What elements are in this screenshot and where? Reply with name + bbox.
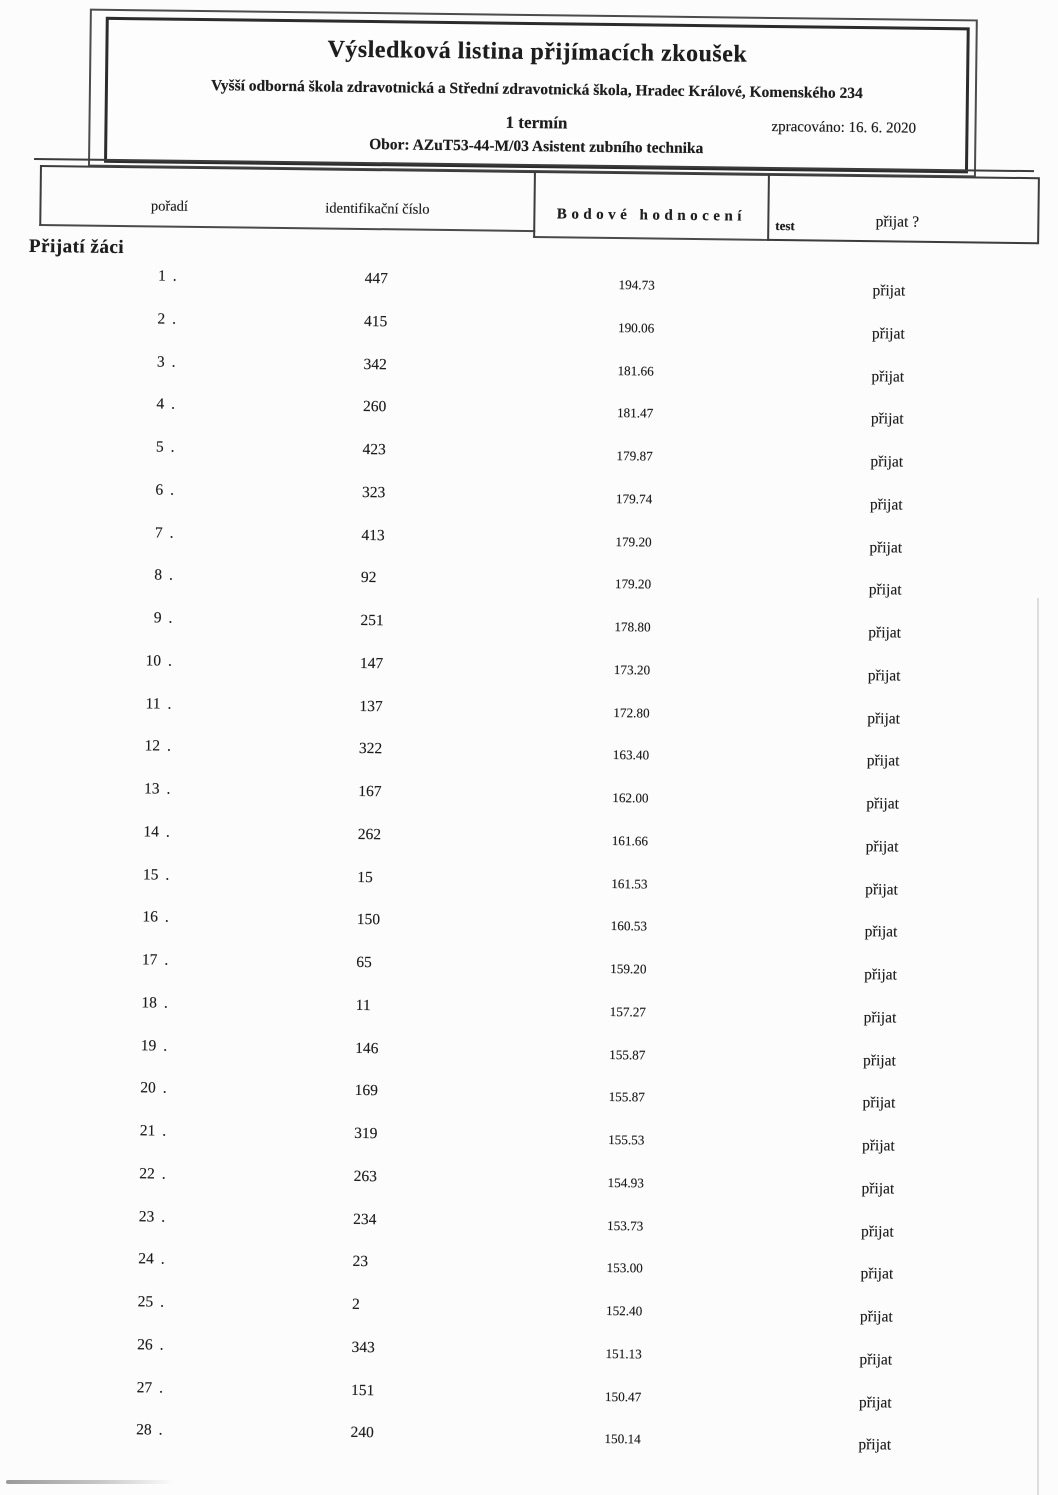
admitted-cell: přijat <box>868 581 902 599</box>
admitted-cell: přijat <box>858 1393 892 1412</box>
id-cell: 263 <box>353 1167 378 1185</box>
score-cell: 152.40 <box>605 1303 643 1319</box>
admitted-cell: přijat <box>859 1350 893 1369</box>
rank-value: 6 <box>155 481 164 499</box>
admitted-cell: přijat <box>860 1222 894 1241</box>
id-cell: 92 <box>360 569 377 587</box>
id-cell: 343 <box>351 1338 375 1356</box>
score-cell: 179.20 <box>614 576 652 592</box>
results-rows <box>0 264 1055 1474</box>
rank-dot: . <box>170 481 175 499</box>
rank-cell <box>0 264 177 286</box>
id-cell: 415 <box>363 312 388 331</box>
score-cell: 157.27 <box>609 1003 647 1020</box>
rank-dot: . <box>167 652 173 670</box>
admitted-cell: přijat <box>870 410 904 428</box>
rank-value: 13 <box>143 780 160 798</box>
admitted-cell: přijat <box>869 538 903 557</box>
rank-cell <box>0 777 170 799</box>
id-cell: 323 <box>361 483 386 502</box>
id-cell: 319 <box>354 1124 378 1143</box>
rank-value: 2 <box>157 310 166 328</box>
rank-value: 25 <box>137 1293 154 1311</box>
rank-value: 26 <box>137 1336 153 1354</box>
id-cell: 147 <box>359 654 384 672</box>
id-cell: 137 <box>359 697 383 715</box>
exam-term-label: 1 termín <box>505 112 568 133</box>
rank-cell <box>0 1290 164 1312</box>
admitted-cell: přijat <box>870 453 904 471</box>
rank-cell <box>0 1419 163 1441</box>
admitted-cell: přijat <box>867 666 901 685</box>
score-cell: 153.00 <box>606 1260 643 1276</box>
admitted-cell: přijat <box>865 880 899 899</box>
score-cell: 155.53 <box>608 1132 645 1148</box>
rank-value: 11 <box>145 694 161 713</box>
admitted-cell: přijat <box>860 1265 894 1283</box>
rank-cell <box>0 735 171 757</box>
id-cell: 15 <box>357 868 373 886</box>
column-header-test: test <box>775 218 795 234</box>
document-title: Výsledková listina přijímacích zkoušek <box>327 36 748 68</box>
rank-value: 8 <box>154 566 163 584</box>
rank-cell <box>0 564 173 586</box>
rank-value: 7 <box>154 523 163 542</box>
rank-dot: . <box>162 1122 167 1140</box>
rank-value: 4 <box>156 395 165 413</box>
rank-dot: . <box>165 823 170 841</box>
table-header-cell-admitted <box>767 174 1040 244</box>
rank-cell <box>0 863 169 885</box>
score-cell: 178.80 <box>614 619 651 635</box>
rank-cell <box>0 948 168 970</box>
rank-value: 18 <box>141 994 157 1012</box>
rank-cell <box>0 1333 164 1355</box>
rank-cell <box>0 692 172 714</box>
id-cell: 167 <box>358 782 382 801</box>
score-cell: 172.80 <box>613 704 650 721</box>
rank-value: 9 <box>153 609 162 627</box>
id-cell: 262 <box>357 825 382 843</box>
admitted-students-section-label: Přijatí žáci <box>28 235 125 259</box>
admitted-cell: přijat <box>866 752 900 770</box>
admitted-cell: přijat <box>865 837 899 856</box>
scan-bottom-smudge <box>6 1480 174 1484</box>
score-cell: 150.14 <box>604 1431 641 1447</box>
score-cell: 161.53 <box>611 875 648 891</box>
column-header-id: identifikační číslo <box>325 200 430 218</box>
rank-dot: . <box>169 566 174 584</box>
admitted-cell: přijat <box>871 324 905 343</box>
column-header-admitted: přijat ? <box>875 213 920 231</box>
rank-cell <box>0 1248 165 1270</box>
rank-value: 24 <box>138 1250 154 1268</box>
rank-value: 17 <box>141 951 158 969</box>
document-header-box <box>104 17 970 174</box>
rank-cell <box>0 991 168 1013</box>
id-cell: 413 <box>361 526 385 544</box>
admitted-cell: přijat <box>864 923 898 941</box>
id-cell: 150 <box>356 911 381 929</box>
rank-dot: . <box>166 780 171 798</box>
rank-dot: . <box>159 1379 164 1397</box>
score-cell: 173.20 <box>613 661 651 678</box>
rank-value: 23 <box>138 1207 155 1225</box>
admitted-cell: přijat <box>872 282 906 300</box>
rank-cell <box>0 606 173 628</box>
rank-dot: . <box>170 438 175 456</box>
rank-value: 3 <box>156 352 165 371</box>
rank-value: 5 <box>155 438 164 456</box>
rank-cell <box>0 1119 166 1141</box>
id-cell: 23 <box>352 1253 369 1271</box>
column-header-score: Bodové hodnocení <box>556 206 747 225</box>
admitted-cell: přijat <box>869 495 903 514</box>
rank-dot: . <box>161 1208 166 1226</box>
score-cell: 179.20 <box>615 533 652 550</box>
score-cell: 190.06 <box>617 319 655 336</box>
rank-value: 21 <box>139 1122 156 1140</box>
score-cell: 194.73 <box>618 277 655 293</box>
rank-dot: . <box>164 908 169 926</box>
score-cell: 150.47 <box>604 1388 642 1404</box>
score-cell: 151.13 <box>605 1345 642 1362</box>
table-header-cell-left <box>39 165 536 232</box>
rank-cell <box>0 1034 167 1056</box>
admitted-cell: přijat <box>858 1436 892 1454</box>
admitted-cell: přijat <box>859 1308 893 1326</box>
rank-value: 16 <box>142 908 159 926</box>
score-cell: 160.53 <box>610 918 648 934</box>
id-cell: 11 <box>355 996 371 1014</box>
id-cell: 146 <box>355 1039 379 1057</box>
admitted-cell: přijat <box>862 1094 896 1112</box>
admitted-cell: přijat <box>863 1051 896 1070</box>
id-cell: 322 <box>358 740 383 758</box>
rank-value: 10 <box>145 652 162 670</box>
score-cell: 159.20 <box>610 961 647 977</box>
id-cell: 447 <box>364 269 388 288</box>
id-cell: 2 <box>351 1295 360 1314</box>
score-cell: 162.00 <box>612 790 649 806</box>
rank-dot: . <box>160 1293 165 1311</box>
rank-dot: . <box>171 353 176 371</box>
score-cell: 161.66 <box>611 832 649 849</box>
id-cell: 234 <box>353 1210 377 1228</box>
rank-cell <box>0 307 176 329</box>
rank-cell <box>0 1162 166 1184</box>
rank-dot: . <box>166 737 171 755</box>
school-name-line: Vyšší odborná škola zdravotnická a Střední zdravotnická škola, Hradec Králové, Komenského 234 <box>210 77 863 103</box>
rank-dot: . <box>158 1421 163 1439</box>
study-program-label: Obor: AZuT53-44-M/03 Asistent zubního technika <box>369 136 704 158</box>
rank-value: 19 <box>140 1036 157 1054</box>
admitted-cell: přijat <box>868 624 902 642</box>
admitted-cell: přijat <box>863 1008 897 1027</box>
column-header-rank: pořadí <box>150 198 189 215</box>
rank-cell <box>0 478 174 500</box>
rank-value: 12 <box>144 737 161 755</box>
rank-dot: . <box>169 524 174 542</box>
rank-dot: . <box>168 609 173 627</box>
score-cell: 179.87 <box>616 448 653 464</box>
rank-value: 22 <box>139 1165 155 1183</box>
score-cell: 154.93 <box>607 1174 644 1191</box>
id-cell: 260 <box>362 398 387 416</box>
rank-dot: . <box>163 1037 168 1055</box>
rank-cell <box>0 649 172 671</box>
rank-dot: . <box>172 310 177 328</box>
rank-cell <box>0 435 175 457</box>
rank-cell <box>0 1077 167 1099</box>
id-cell: 151 <box>350 1381 375 1399</box>
rank-value: 1 <box>157 267 166 285</box>
rank-value: 14 <box>143 823 160 841</box>
score-cell: 181.66 <box>617 362 654 379</box>
rank-cell <box>0 393 175 415</box>
rank-value: 28 <box>136 1421 152 1439</box>
rank-dot: . <box>160 1250 165 1268</box>
id-cell: 65 <box>356 953 372 972</box>
rank-dot: . <box>159 1336 164 1354</box>
id-cell: 251 <box>360 611 384 630</box>
rank-cell <box>0 521 174 543</box>
admitted-cell: přijat <box>866 795 900 813</box>
id-cell: 169 <box>354 1082 379 1100</box>
rank-cell <box>0 1376 163 1398</box>
rank-dot: . <box>161 1165 166 1183</box>
score-cell: 153.73 <box>606 1217 644 1233</box>
score-cell: 181.47 <box>616 405 654 421</box>
scan-right-edge-line <box>1037 598 1039 1495</box>
admitted-cell: přijat <box>867 709 901 728</box>
processed-date-label: zpracováno: 16. 6. 2020 <box>771 118 917 137</box>
rank-cell <box>0 820 170 842</box>
rank-value: 20 <box>140 1079 156 1097</box>
admitted-cell: přijat <box>861 1137 895 1155</box>
score-cell: 163.40 <box>612 747 650 763</box>
score-cell: 155.87 <box>609 1046 646 1062</box>
rank-dot: . <box>162 1079 167 1097</box>
score-cell: 179.74 <box>615 490 653 507</box>
admitted-cell: přijat <box>871 367 905 386</box>
rank-value: 27 <box>136 1378 153 1396</box>
rank-value: 15 <box>142 865 159 884</box>
rank-dot: . <box>167 695 172 713</box>
admitted-cell: přijat <box>864 966 897 984</box>
rank-cell <box>0 1205 165 1227</box>
rank-cell <box>0 906 169 928</box>
rank-dot: . <box>171 395 176 413</box>
id-cell: 240 <box>350 1424 374 1442</box>
id-cell: 342 <box>363 355 387 373</box>
rank-dot: . <box>163 994 168 1012</box>
score-cell: 155.87 <box>608 1089 645 1105</box>
rank-cell <box>0 350 176 372</box>
rank-dot: . <box>164 951 169 969</box>
id-cell: 423 <box>362 440 386 459</box>
rank-dot: . <box>165 866 170 884</box>
admitted-cell: přijat <box>861 1179 895 1198</box>
rank-dot: . <box>172 267 177 285</box>
